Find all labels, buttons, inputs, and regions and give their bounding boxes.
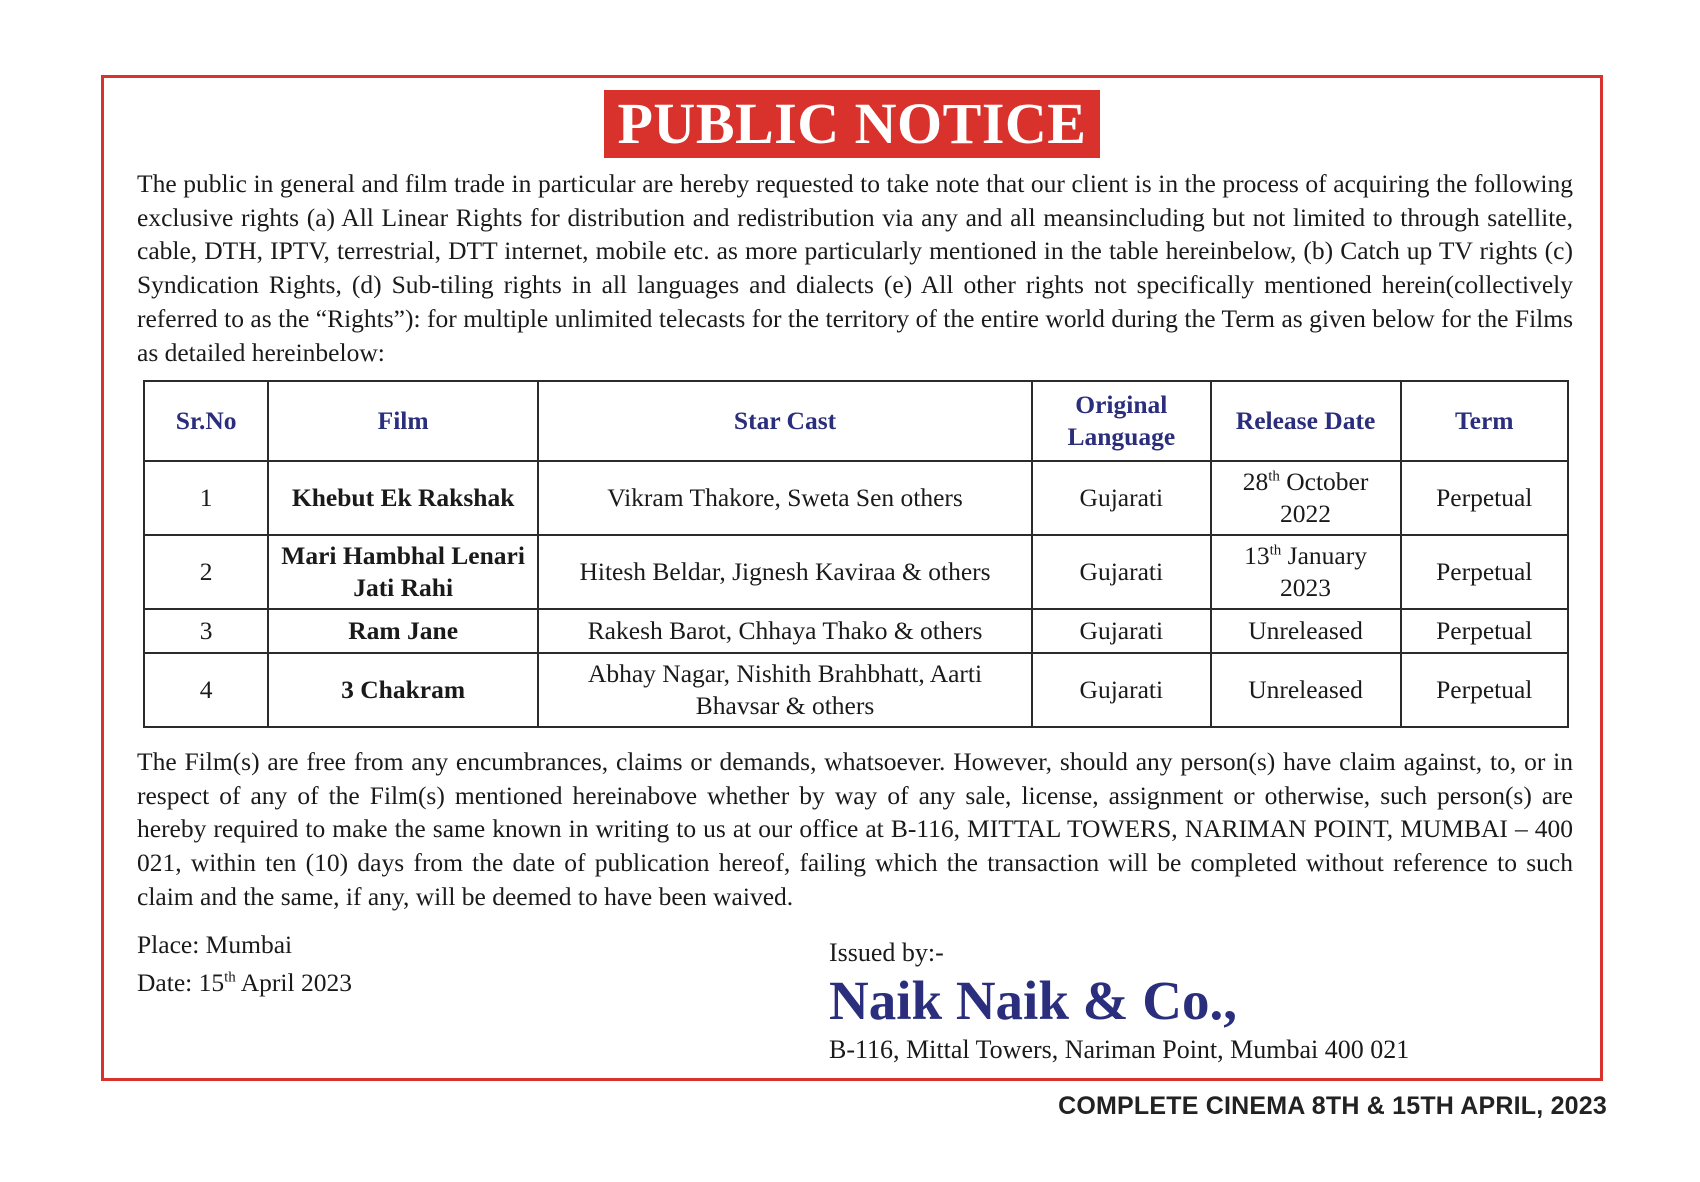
table-header-row — [144, 381, 1568, 461]
cell-release-date — [1211, 461, 1401, 535]
cell-star-cast: Rakesh Barot, Chhaya Thako & others — [538, 609, 1032, 653]
cell-term: Perpetual — [1401, 653, 1568, 727]
header-language-line2: Language — [1067, 422, 1176, 451]
date-rest: April 2023 — [235, 968, 352, 997]
header-star-cast: Star Cast — [538, 381, 1032, 461]
publication-credit: COMPLETE CINEMA 8TH & 15TH APRIL, 2023 — [1058, 1092, 1607, 1120]
cell-star-cast: Vikram Thakore, Sweta Sen others — [538, 461, 1032, 535]
notice-title: PUBLIC NOTICE — [604, 90, 1101, 158]
header-original-language — [1032, 381, 1210, 461]
outro-paragraph: The Film(s) are free from any encumbrances, claims or demands, whatsoever. However, should any person(s) have claim against, to, or in respect of any of the Film(s) mentioned hereinabove whether by way of any sale, license, assignment or otherwise, such person(s) are hereby required to make the same known in writing to us at our office at B-116, MITTAL TOWERS, NARIMAN POINT, MUMBAI – 400 021, within ten (10) days from the date of publication hereof, failing which the transaction will be completed without reference to such claim and the same, if any, will be deemed to have been waived. — [137, 747, 1573, 911]
cell-term: Perpetual — [1401, 535, 1568, 609]
date-suffix: th — [224, 969, 236, 986]
date-day: 13 — [1244, 541, 1270, 570]
table-row — [144, 609, 1568, 653]
cell-star-cast: Hitesh Beldar, Jignesh Kaviraa & others — [538, 535, 1032, 609]
cell-film: Khebut Ek Rakshak — [268, 461, 538, 535]
date-prefix: Date: 15 — [137, 968, 225, 997]
films-table — [143, 380, 1569, 728]
table-row — [144, 461, 1568, 535]
table-row — [144, 535, 1568, 609]
intro-paragraph: The public in general and film trade in particular are hereby requested to take note that our client is in the process of acquiring the following exclusive rights (a) All Linear Rights for distribution and redistribution via any and all meansincluding but not limited to through satellite, cable, DTH, IPTV, terrestrial, DTT internet, mobile etc. as more particularly mentioned in the table hereinbelow, (b) Catch up TV rights (c) Syndication Rights, (d) Sub-tiling rights in all languages and dialects (e) All other rights not specifically mentioned herein(collectively referred to as the “Rights”): for multiple unlimited telecasts for the territory of the entire world during the Term as given below for the Films as detailed hereinbelow: — [137, 169, 1573, 367]
cell-film: Ram Jane — [268, 609, 538, 653]
cell-sr-no: 2 — [144, 535, 268, 609]
firm-address: B-116, Mittal Towers, Nariman Point, Mumbai 400 021 — [829, 1035, 1410, 1064]
cell-sr-no: 4 — [144, 653, 268, 727]
title-wrap — [104, 90, 1600, 158]
header-film: Film — [268, 381, 538, 461]
table-row — [144, 653, 1568, 727]
date-day: 28 — [1242, 467, 1269, 496]
cell-release-date: Unreleased — [1211, 653, 1401, 727]
cell-release-date: Unreleased — [1211, 609, 1401, 653]
cell-star-cast: Abhay Nagar, Nishith Brahbhatt, Aarti Bhavsar & others — [538, 653, 1032, 727]
cell-sr-no: 1 — [144, 461, 268, 535]
cell-language: Gujarati — [1032, 461, 1210, 535]
place-date-block — [137, 926, 352, 1002]
cell-sr-no: 3 — [144, 609, 268, 653]
cell-film: Mari Hambhal Lenari Jati Rahi — [268, 535, 538, 609]
firm-name: Naik Naik & Co., — [829, 970, 1237, 1031]
header-sr-no: Sr.No — [144, 381, 268, 461]
cell-language: Gujarati — [1032, 653, 1210, 727]
cell-term: Perpetual — [1401, 609, 1568, 653]
date-line — [137, 964, 352, 1002]
date-suffix: th — [1268, 468, 1280, 485]
header-language-line1: Original — [1075, 390, 1168, 419]
public-notice-frame — [101, 75, 1603, 1081]
cell-term: Perpetual — [1401, 461, 1568, 535]
date-rest: January 2023 — [1280, 541, 1367, 602]
issued-by-label: Issued by:- — [829, 938, 944, 967]
date-suffix: th — [1269, 542, 1282, 559]
issuer-block — [829, 936, 1409, 1068]
date-rest: October 2022 — [1279, 467, 1369, 528]
header-term: Term — [1401, 381, 1568, 461]
cell-language: Gujarati — [1032, 535, 1210, 609]
cell-language: Gujarati — [1032, 609, 1210, 653]
cell-release-date — [1211, 535, 1401, 609]
header-release-date: Release Date — [1211, 381, 1401, 461]
cell-film: 3 Chakram — [268, 653, 538, 727]
place-line: Place: Mumbai — [137, 930, 293, 959]
